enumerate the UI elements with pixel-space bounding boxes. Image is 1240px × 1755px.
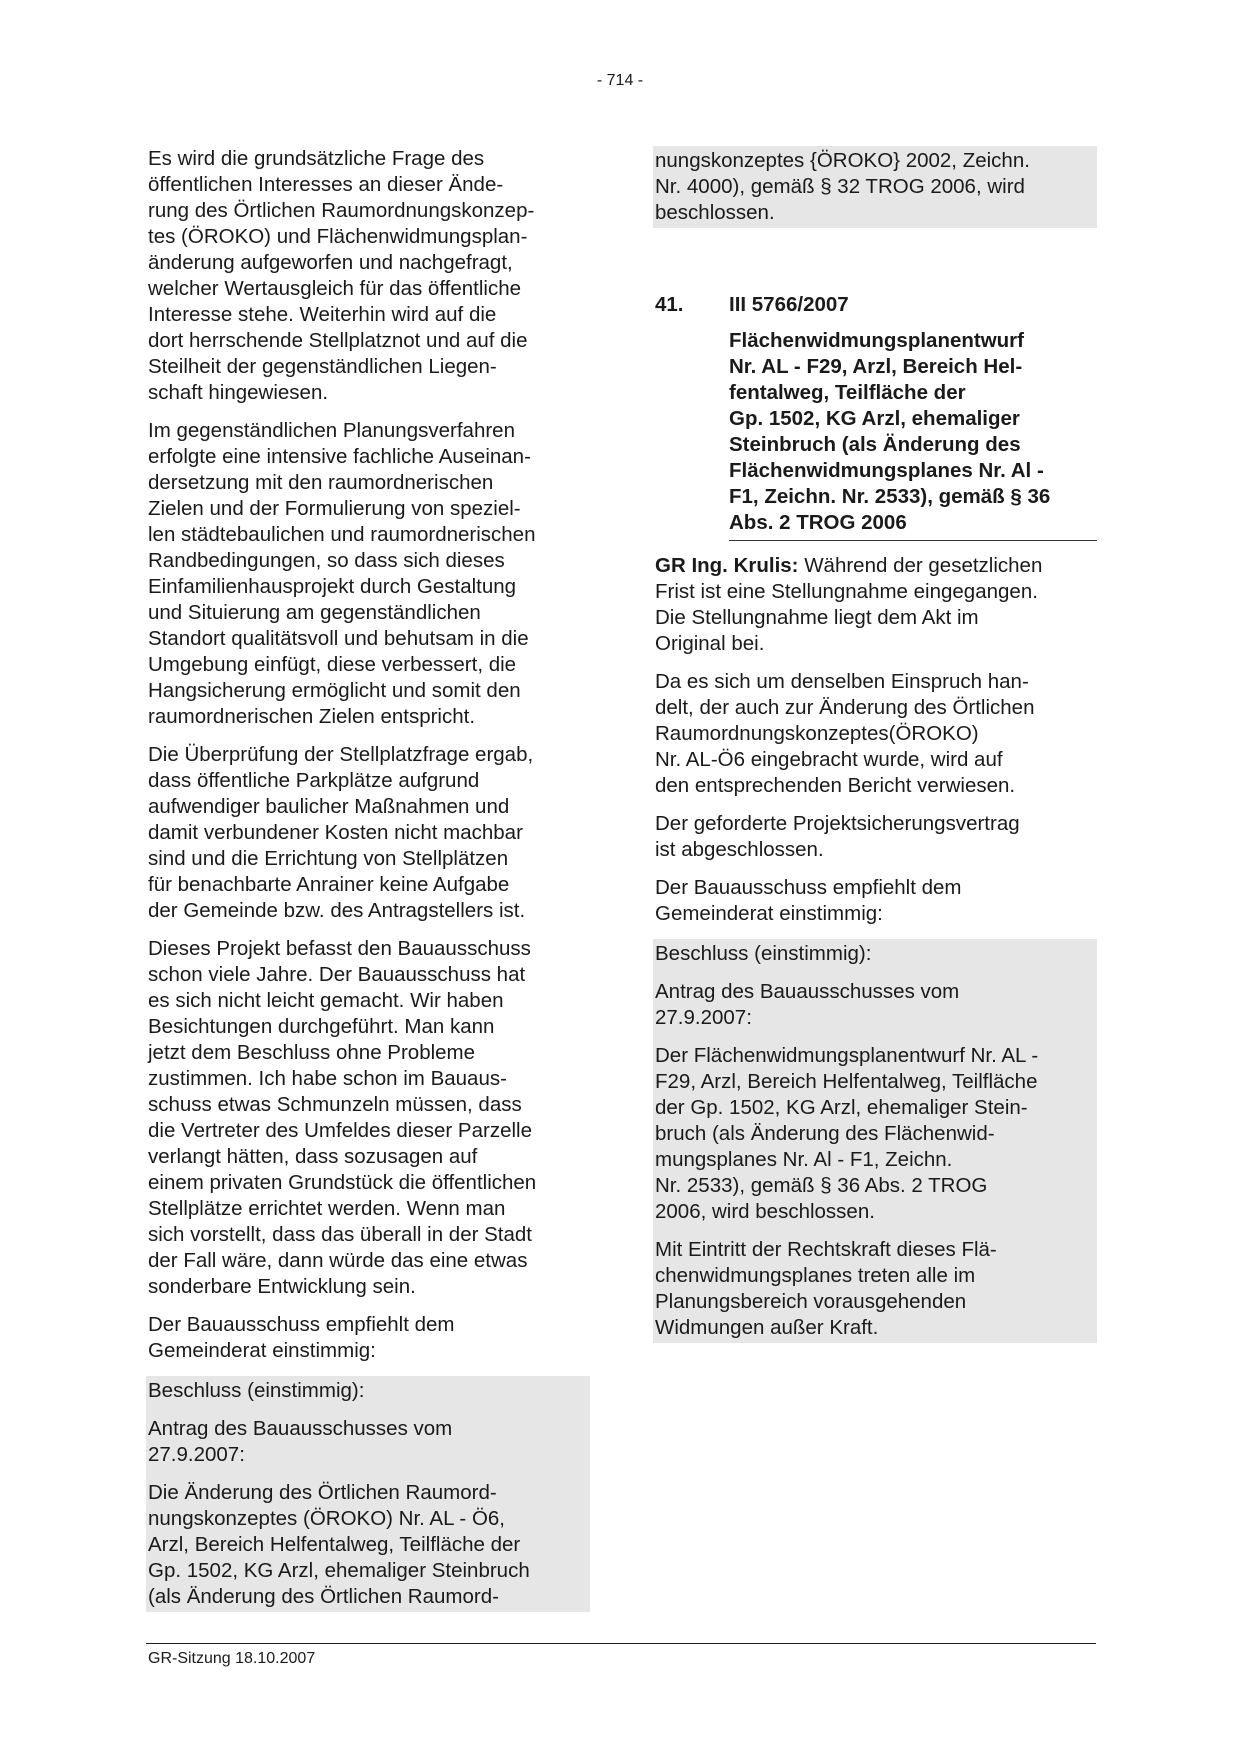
resolution-label: Beschluss (einstimmig): [655, 942, 872, 965]
resolution-motion: Antrag des Bauausschusses vom 27.9.2007: [655, 980, 960, 1029]
resolution-effect: Mit Eintritt der Rechtskraft dieses Flä- chenwidmungsplanes treten alle im Planungsbereich vorausgehenden Widmungen außer Kraft. [655, 1238, 997, 1339]
speaker-text: Während der gesetzlichen Frist ist eine Stellungnahme eingegangen. Die Stellungnahme liegt dem Akt im Original bei. [655, 554, 1043, 655]
resolution-block [653, 939, 1097, 1343]
resolution-text: nungskonzeptes {ÖROKO} 2002, Zeichn. Nr. 4000), gemäß § 32 TROG 2006, wird beschlossen. [655, 149, 1030, 224]
resolution-text: Der Flächenwidmungsplanentwurf Nr. AL - F29, Arzl, Bereich Helfentalweg, Teilfläche der Gp. 1502, KG Arzl, ehemaliger Stein- bruch (als Änderung des Flächenwid- mungsplanes Nr. Al - F1, Zeichn. Nr. 2533), gemäß § 36 Abs. 2 TROG 2006, wird beschlossen. [655, 1044, 1039, 1223]
agenda-item-title: Flächenwidmungsplanentwurf Nr. AL - F29, Arzl, Bereich Hel- fentalweg, Teilfläche der Gp. 1502, KG Arzl, ehemaliger Steinbruch (als Änderung des Flächenwidmungsplanes Nr. Al - F1, Zeichn. Nr. 2533), gemäß § 36 Abs. 2 TROG 2006 [729, 328, 1097, 541]
paragraph: Da es sich um denselben Einspruch han- delt, der auch zur Änderung des Örtlichen Raumordnungskonzeptes(ÖROKO) Nr. AL-Ö6 eingebracht wurde, wird auf den entsprechenden Bericht verwiesen. [655, 670, 1035, 797]
paragraph: Es wird die grundsätzliche Frage des öffentlichen Interesses an dieser Ände- rung des Örtlichen Raumordnungskonzep- tes (ÖROKO) und Flächenwidmungsplan- änderung aufgeworfen und nachgefragt, welcher Wertausgleich für das öffentliche Interesse stehe. Weiterhin wird auf die dort herrschende Stellplatznot und auf die Steilheit der gegenständlichen Liegen- schaft hingewiesen. [148, 147, 535, 404]
agenda-item-number: 41. [655, 293, 684, 316]
resolution-block [146, 1376, 590, 1612]
right-column [655, 146, 1097, 1343]
footer: GR-Sitzung 18.10.2007 [148, 1650, 316, 1667]
resolution-label: Beschluss (einstimmig): [148, 1379, 365, 1402]
page-number: - 714 - [596, 72, 644, 89]
speaker-name: GR Ing. Krulis: [655, 554, 799, 577]
paragraph: Im gegenständlichen Planungsverfahren erfolgte eine intensive fachliche Auseinan- dersetzung mit den raumordnerischen Zielen und der Formulierung von speziel- len städtebaulichen und raumordnerischen Randbedingungen, so dass sich dieses Einfamilienhausprojekt durch Gestaltung und Situierung am gegenständlichen Standort qualitätsvoll und behutsam in die Umgebung einfügt, diese verbessert, die Hangsicherung ermöglicht und somit den raumordnerischen Zielen entspricht. [148, 419, 536, 728]
agenda-item [655, 292, 1097, 541]
paragraph: Der geforderte Projektsicherungsvertrag ist abgeschlossen. [655, 812, 1020, 861]
speaker-statement [655, 553, 1097, 657]
agenda-item-reference: III 5766/2007 [729, 293, 849, 316]
left-column [148, 146, 590, 1612]
footer-divider [146, 1643, 1096, 1644]
resolution-continuation [653, 146, 1097, 228]
paragraph: Die Überprüfung der Stellplatzfrage ergab, dass öffentliche Parkplätze aufgrund aufwendiger baulicher Maßnahmen und damit verbundener Kosten nicht machbar sind und die Errichtung von Stellplätzen für benachbarte Anrainer keine Aufgabe der Gemeinde bzw. des Antragstellers ist. [148, 743, 534, 922]
paragraph: Der Bauausschuss empfiehlt dem Gemeinderat einstimmig: [655, 876, 962, 925]
resolution-text: Die Änderung des Örtlichen Raumord- nungskonzeptes (ÖROKO) Nr. AL - Ö6, Arzl, Bereich Helfentalweg, Teilfläche der Gp. 1502, KG Arzl, ehemaliger Steinbruch (als Änderung des Örtlichen Raumord- [148, 1481, 530, 1608]
paragraph: Dieses Projekt befasst den Bauausschuss schon viele Jahre. Der Bauausschuss hat es sich nicht leicht gemacht. Wir haben Besichtungen durchgeführt. Man kann jetzt dem Beschluss ohne Probleme zustimmen. Ich habe schon im Bauaus- schuss etwas Schmunzeln müssen, dass die Vertreter des Umfeldes dieser Parzelle verlangt hätten, dass sozusagen auf einem privaten Grundstück die öffentlichen Stellplätze errichtet werden. Wenn man sich vorstellt, dass das überall in der Stadt der Fall wäre, dann würde das eine etwas sonderbare Entwicklung sein. [148, 937, 537, 1298]
paragraph: Der Bauausschuss empfiehlt dem Gemeinderat einstimmig: [148, 1313, 455, 1362]
resolution-motion: Antrag des Bauausschusses vom 27.9.2007: [148, 1417, 453, 1466]
